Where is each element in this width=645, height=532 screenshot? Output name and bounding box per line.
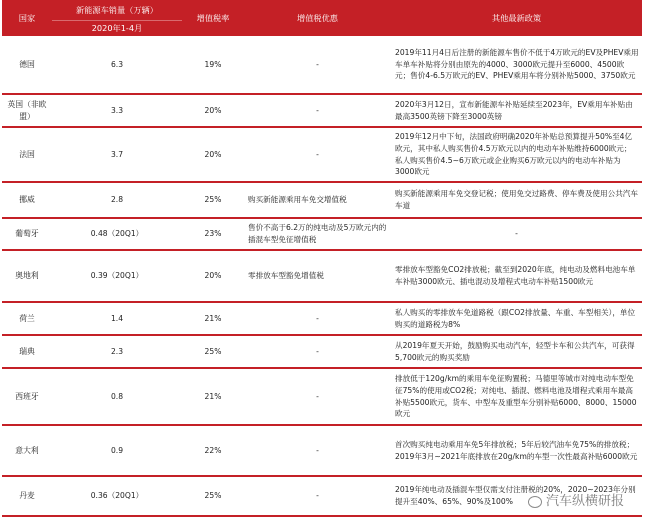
table-row — [2, 335, 642, 368]
table-row — [2, 425, 642, 476]
sales-cell: 2.8 — [52, 182, 182, 218]
vat-perk-cell: - — [244, 425, 391, 476]
header-country: 国家 — [2, 0, 52, 36]
table-row — [2, 94, 642, 127]
country-cell: 瑞典 — [2, 335, 52, 368]
table-row — [2, 368, 642, 425]
policy-cell: 2019年纯电动及插混车型仅需支付注册税的20%，2020~2023年分别提升至40%、65%、90%及100% — [391, 476, 642, 516]
vat-rate-cell: 20% — [182, 250, 244, 302]
sales-cell: 6.3 — [52, 36, 182, 94]
country-cell: 荷兰 — [2, 302, 52, 335]
sales-cell: 0.48（20Q1） — [52, 218, 182, 250]
header-other-policy: 其他最新政策 — [391, 0, 642, 36]
table-row — [2, 127, 642, 182]
table-body — [2, 36, 642, 516]
vat-rate-cell: 20% — [182, 94, 244, 127]
country-cell: 德国 — [2, 36, 52, 94]
wechat-icon — [528, 496, 542, 508]
vat-perk-cell: - — [244, 476, 391, 516]
country-cell: 葡萄牙 — [2, 218, 52, 250]
country-cell: 丹麦 — [2, 476, 52, 516]
table-header — [2, 0, 642, 36]
vat-perk-cell: - — [244, 335, 391, 368]
country-cell: 法国 — [2, 127, 52, 182]
header-sales-period: 2020年1-4月 — [52, 21, 182, 37]
table-row — [2, 302, 642, 335]
vat-perk-cell: 零排放车型豁免增值税 — [244, 250, 391, 302]
vat-perk-cell: 售价不高于6.2万的纯电动及5万欧元内的插混车型免征增值税 — [244, 218, 391, 250]
vat-perk-cell: - — [244, 302, 391, 335]
policy-cell: 首次购买纯电动乘用车免5年排放税；5年后较汽油车免75%的排放税；2019年3月~2021年底排放在20g/km的车型一次性最高补贴6000欧元 — [391, 425, 642, 476]
sales-cell: 0.39（20Q1） — [52, 250, 182, 302]
country-cell: 挪威 — [2, 182, 52, 218]
vat-perk-cell: - — [244, 127, 391, 182]
vat-perk-cell: - — [244, 368, 391, 425]
sales-cell: 0.9 — [52, 425, 182, 476]
vat-rate-cell: 23% — [182, 218, 244, 250]
sales-cell: 1.4 — [52, 302, 182, 335]
table-row — [2, 250, 642, 302]
ev-policy-table — [2, 0, 642, 517]
country-cell: 意大利 — [2, 425, 52, 476]
sales-cell: 0.8 — [52, 368, 182, 425]
vat-rate-cell: 25% — [182, 182, 244, 218]
header-vat-perk: 增值税优惠 — [244, 0, 391, 36]
policy-cell: 2019年12月中下旬，法国政府明确2020年补贴总预算提升50%至4亿欧元，其中私人购买售价4.5万欧元以内的电动车补贴维持6000欧元；私人购买售价4.5~6万欧元或企业购买6万欧元以内的电动车补贴为3000欧元 — [391, 127, 642, 182]
header-sales: 新能源车销量（万辆） — [52, 0, 182, 21]
vat-rate-cell: 22% — [182, 425, 244, 476]
table-row — [2, 36, 642, 94]
policy-cell: 从2019年夏天开始，鼓励购买电动汽车，轻型卡车和公共汽车，可获得5,700欧元的购买奖励 — [391, 335, 642, 368]
policy-cell: 2020年3月12日，宣布新能源车补贴延续至2023年，EV乘用车补贴由最高3500英镑下降至3000英镑 — [391, 94, 642, 127]
sales-cell: 2.3 — [52, 335, 182, 368]
policy-cell: 购买新能源乘用车免交登记税；使用免交过路费、停车费及使用公共汽车车道 — [391, 182, 642, 218]
sales-cell: 0.36（20Q1） — [52, 476, 182, 516]
table-row — [2, 218, 642, 250]
country-cell: 英国（非欧盟） — [2, 94, 52, 127]
vat-rate-cell: 20% — [182, 127, 244, 182]
vat-rate-cell: 19% — [182, 36, 244, 94]
policy-cell: 私人购买的零排放车免道路税（跟CO2排放量、车重、车型相关），单位购买的道路税为8% — [391, 302, 642, 335]
vat-rate-cell: 25% — [182, 476, 244, 516]
watermark — [528, 490, 624, 509]
policy-cell: 2019年11月4日后注册的新能源车售价不低于4万欧元的EV及PHEV乘用车单车补贴将分别由原先的4000、3000欧元提升至6000、4500欧元；售价4-6.5万欧元的EV、PHEV乘用车将分别补贴5000、3750欧元 — [391, 36, 642, 94]
table-row — [2, 182, 642, 218]
vat-perk-cell: - — [244, 36, 391, 94]
sales-cell: 3.3 — [52, 94, 182, 127]
vat-perk-cell: 购买新能源乘用车免交增值税 — [244, 182, 391, 218]
policy-cell: 排放低于120g/km的乘用车免征购置税；马德里等城市对纯电动车型免征75%的使用或CO2税；对纯电、插混、燃料电池及增程式乘用车最高补贴5500欧元，货车、中型车及重型车分别补贴6000、8000、15000欧元 — [391, 368, 642, 425]
watermark-text: 汽车纵横研报 — [546, 494, 625, 509]
policy-cell: - — [391, 218, 642, 250]
header-vat-rate: 增值税率 — [182, 0, 244, 36]
vat-rate-cell: 25% — [182, 335, 244, 368]
vat-rate-cell: 21% — [182, 368, 244, 425]
country-cell: 西班牙 — [2, 368, 52, 425]
country-cell: 奥地利 — [2, 250, 52, 302]
policy-cell: 零排放车型豁免CO2排放税；截至到2020年底，纯电动及燃料电池车单车补贴3000欧元、插电混动及增程式电动车补贴1500欧元 — [391, 250, 642, 302]
vat-perk-cell: - — [244, 94, 391, 127]
vat-rate-cell: 21% — [182, 302, 244, 335]
sales-cell: 3.7 — [52, 127, 182, 182]
